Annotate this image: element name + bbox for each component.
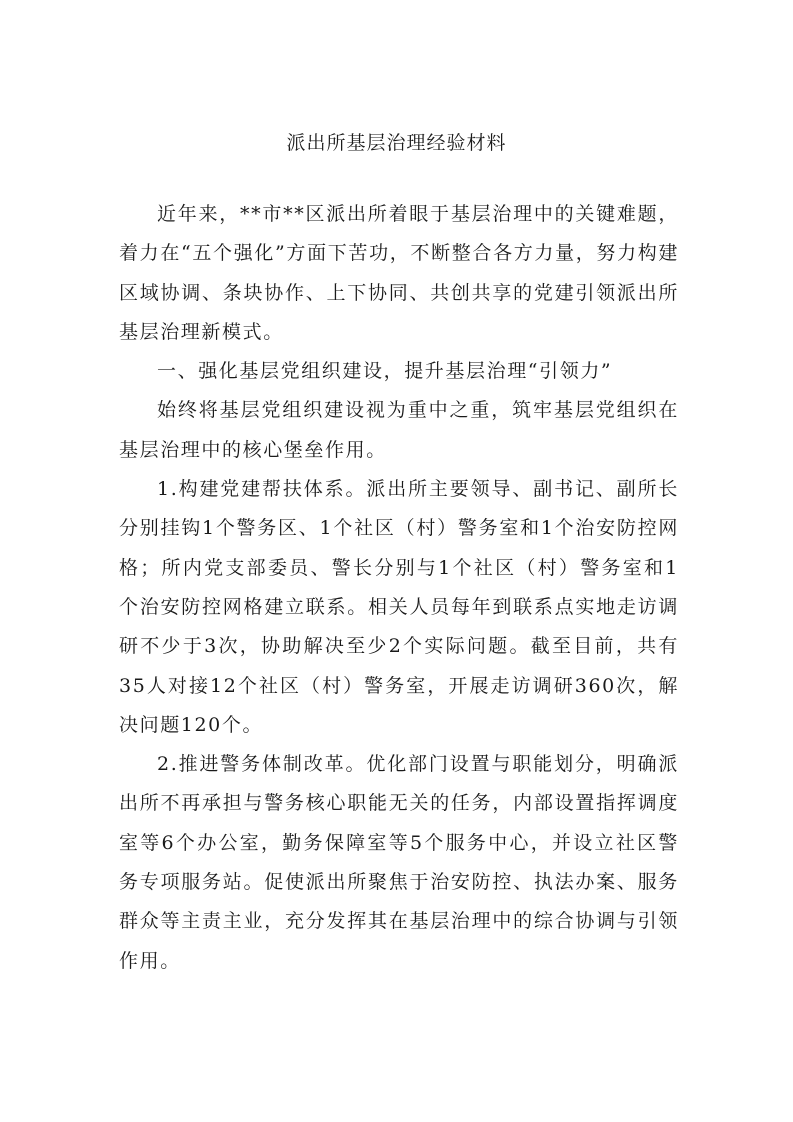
section-heading-1: 一、强化基层党组织建设，提升基层治理“引领力” [157, 360, 613, 383]
paragraph-item-1: 1.构建党建帮扶体系。派出所主要领导、副书记、副所长分别挂钩1个警务区、1个社区（村）警务室和1个治安防控网格；所内党支部委员、警长分别与1个社区（村）警务室和1个治安防控网格建立联系。相关人员每年到联系点实地走访调研不少于3次，协助解决至少2个实际问题。截至目前，共有35人对接12个社区（村）警务室，开展走访调研360次，解决问题120个。 [119, 478, 679, 736]
paragraph-section-1-intro: 始终将基层党组织建设视为重中之重，筑牢基层党组织在基层治理中的核心堡垒作用。 [119, 399, 679, 461]
document-body [119, 195, 679, 981]
paragraph-item-2: 2.推进警务体制改革。优化部门设置与职能划分，明确派出所不再承担与警务核心职能无关的任务，内部设置指挥调度室等6个办公室，勤务保障室等5个服务中心，并设立社区警务专项服务站。促使派出所聚焦于治安防控、执法办案、服务群众等主责主业，充分发挥其在基层治理中的综合协调与引领作用。 [119, 753, 679, 972]
paragraph-intro: 近年来，**市**区派出所着眼于基层治理中的关键难题，着力在“五个强化”方面下苦功，不断整合各方力量，努力构建区域协调、条块协作、上下协同、共创共享的党建引领派出所基层治理新模式。 [119, 203, 679, 343]
document-title: 派出所基层治理经验材料 [286, 132, 507, 154]
